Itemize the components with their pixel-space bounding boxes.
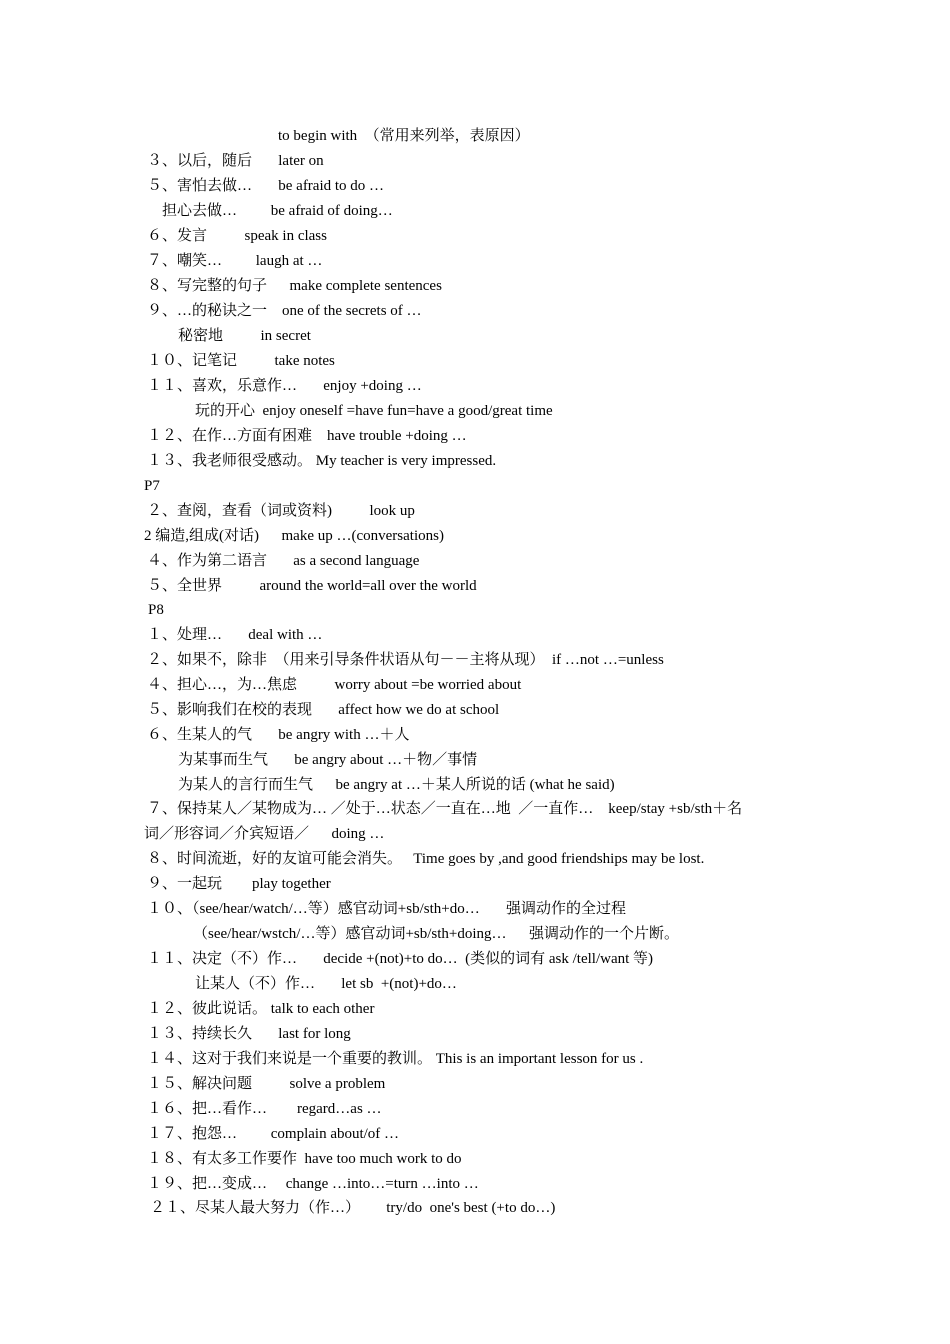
- text-line: １１、喜欢，乐意作… enjoy +doing …: [147, 378, 422, 394]
- text-line: １４、这对于我们来说是一个重要的教训。 This is an important lesson for us .: [147, 1051, 644, 1067]
- text-line: 玩的开心 enjoy oneself =have fun=have a good/great time: [195, 403, 553, 419]
- text-line: ６、生某人的气 be angry with …＋人: [147, 727, 410, 743]
- text-line: １０、记笔记 take notes: [147, 353, 335, 369]
- text-line: １２、彼此说话。 talk to each other: [147, 1001, 375, 1017]
- text-line: ４、担心…，为…焦虑 worry about =be worried about: [147, 677, 522, 693]
- text-line: １１、决定（不）作… decide +(not)+to do… (类似的词有 ask /tell/want 等): [147, 951, 654, 967]
- text-line: ８、写完整的句子 make complete sentences: [147, 278, 442, 294]
- text-line: ５、影响我们在校的表现 affect how we do at school: [147, 702, 500, 718]
- text-line: ６、发言 speak in class: [147, 228, 327, 244]
- text-line: １３、持续长久 last for long: [147, 1026, 351, 1042]
- text-line: ５、害怕去做… be afraid to do …: [147, 178, 385, 194]
- text-line: 为某人的言行而生气 be angry at …＋某人所说的话 (what he said): [178, 777, 615, 793]
- text-line: ２、查阅，查看（词或资料) look up: [147, 503, 415, 519]
- text-line: 2 编造,组成(对话) make up …(conversations): [144, 528, 444, 544]
- text-line: 词／形容词／介宾短语／ doing …: [144, 826, 385, 842]
- text-line: ２１、尽某人最大努力（作…） try/do one's best (+to do…): [150, 1200, 556, 1216]
- text-line: １、处理… deal with …: [147, 627, 323, 643]
- section-heading: P8: [148, 602, 164, 618]
- text-line: ２、如果不，除非 （用来引导条件状语从句－－主将从现） if …not …=unless: [147, 652, 664, 668]
- text-line: 让某人（不）作… let sb +(not)+do…: [195, 976, 457, 992]
- text-line: １０、（see/hear/watch/…等）感官动词+sb/sth+do… 强调动作的全过程: [147, 901, 626, 917]
- text-line: １７、抱怨… complain about/of …: [147, 1126, 400, 1142]
- text-line: ５、全世界 around the world=all over the world: [147, 578, 477, 594]
- text-line: １９、把…变成… change …into…=turn …into …: [147, 1176, 479, 1192]
- text-line: （see/hear/wstch/…等）感官动词+sb/sth+doing… 强调动作的一个片断。: [193, 926, 680, 942]
- text-line: １６、把…看作… regard…as …: [147, 1101, 382, 1117]
- section-heading: P7: [144, 478, 160, 494]
- text-line: ９、一起玩 play together: [147, 876, 331, 892]
- text-line: ９、…的秘诀之一 one of the secrets of …: [147, 303, 422, 319]
- text-line: １８、有太多工作要作 have too much work to do: [147, 1151, 462, 1167]
- text-line: １５、解决问题 solve a problem: [147, 1076, 386, 1092]
- text-line: ８、时间流逝，好的友谊可能会消失。 Time goes by ,and good friendships may be lost.: [147, 851, 705, 867]
- text-line: ７、保持某人／某物成为… ／处于…状态／一直在…地 ／一直作… keep/stay +sb/sth＋名: [147, 801, 743, 817]
- text-line: 为某事而生气 be angry about …＋物／事情: [178, 752, 478, 768]
- text-line: ７、嘲笑… laugh at …: [147, 253, 323, 269]
- text-line: 担心去做… be afraid of doing…: [162, 203, 393, 219]
- text-line: １２、在作…方面有困难 have trouble +doing …: [147, 428, 467, 444]
- text-line: 秘密地 in secret: [178, 328, 311, 344]
- text-line: １３、我老师很受感动。 My teacher is very impressed.: [147, 453, 497, 469]
- text-line: ４、作为第二语言 as a second language: [147, 553, 420, 569]
- text-line: to begin with （常用来列举，表原因）: [278, 128, 530, 144]
- text-line: ３、以后，随后 later on: [147, 153, 324, 169]
